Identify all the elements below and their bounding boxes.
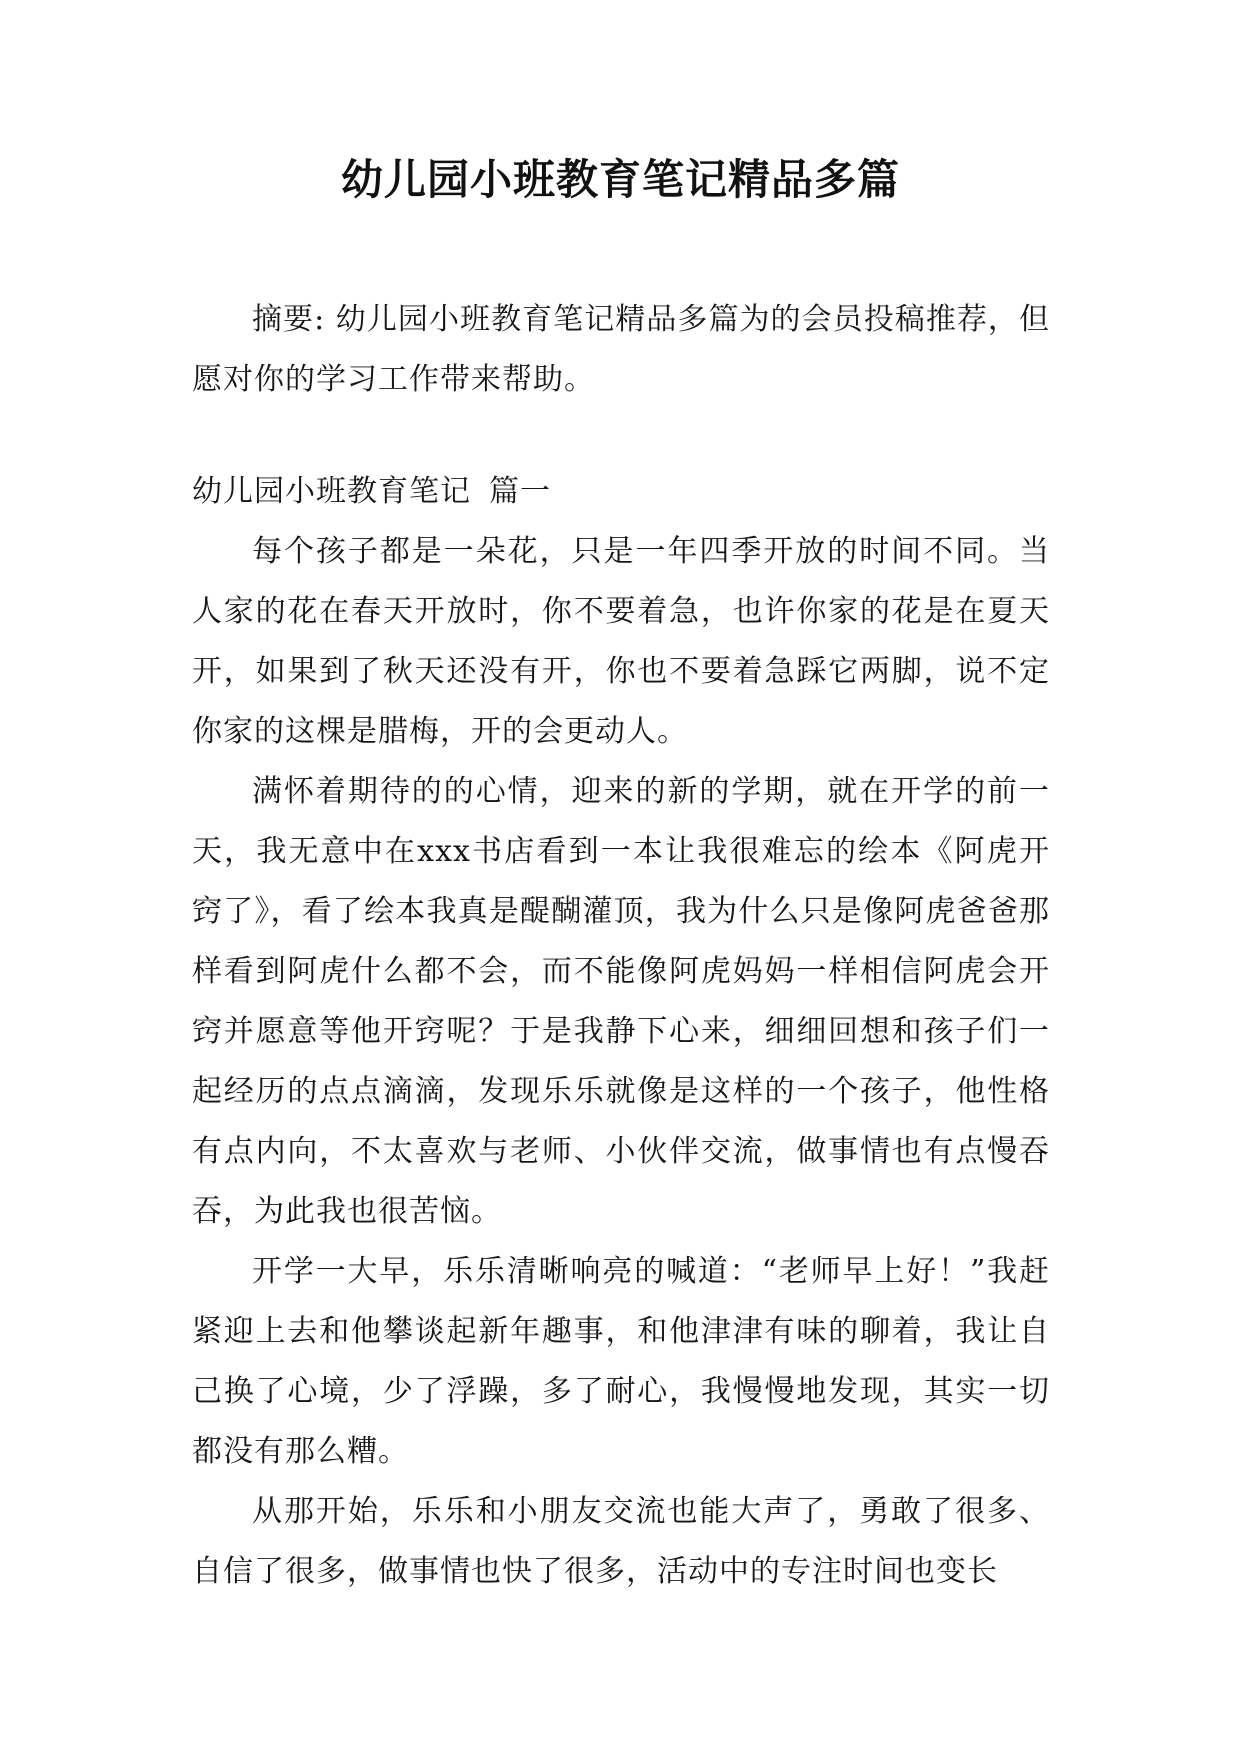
article-section bbox=[192, 462, 1050, 1602]
abstract-block bbox=[192, 290, 1050, 410]
section-heading-title: 幼儿园小班教育笔记 bbox=[192, 474, 471, 509]
body-paragraph-2: 满怀着期待的的心情，迎来的新的学期，就在开学的前一天，我无意中在xxx书店看到一本让我很难忘的绘本《阿虎开窍了》，看了绘本我真是醍醐灌顶，我为什么只是像阿虎爸爸那样看到阿虎什么都不会，而不能像阿虎妈妈一样相信阿虎会开窍并愿意等他开窍呢？于是我静下心来，细细回想和孩子们一起经历的点点滴滴，发现乐乐就像是这样的一个孩子，他性格有点内向，不太喜欢与老师、小伙伴交流，做事情也有点慢吞吞，为此我也很苦恼。 bbox=[192, 774, 1050, 1229]
section-heading-part: 篇一 bbox=[489, 474, 551, 509]
body-paragraph-4: 从那开始，乐乐和小朋友交流也能大声了，勇敢了很多、自信了很多，做事情也快了很多，活动中的专注时间也变长 bbox=[192, 1494, 1050, 1589]
body-paragraph-1: 每个孩子都是一朵花，只是一年四季开放的时间不同。当人家的花在春天开放时，你不要着急，也许你家的花是在夏天开，如果到了秋天还没有开，你也不要着急踩它两脚，说不定你家的这棵是腊梅，开的会更动人。 bbox=[192, 534, 1050, 749]
document-title: 幼儿园小班教育笔记精品多篇 bbox=[340, 155, 900, 204]
section-heading bbox=[192, 462, 1050, 522]
body-paragraph-3: 开学一大早，乐乐清晰响亮的喊道：“老师早上好！”我赶紧迎上去和他攀谈起新年趣事，和他津津有味的聊着，我让自己换了心境，少了浮躁，多了耐心，我慢慢地发现，其实一切都没有那么糟。 bbox=[192, 1254, 1050, 1469]
abstract-paragraph: 摘要: 幼儿园小班教育笔记精品多篇为的会员投稿推荐，但愿对你的学习工作带来帮助。 bbox=[192, 302, 1050, 397]
